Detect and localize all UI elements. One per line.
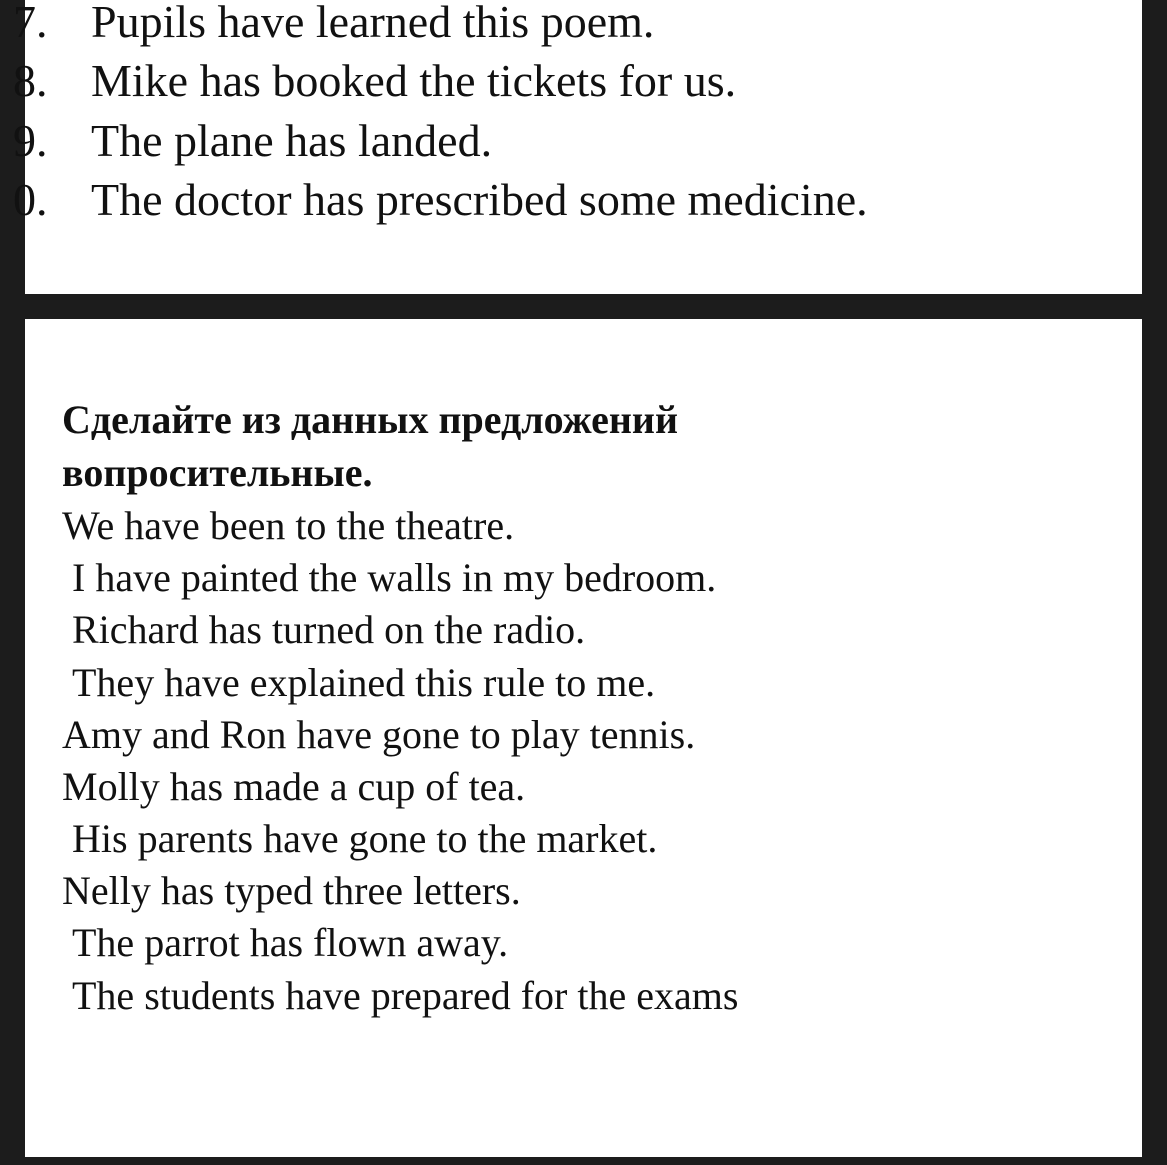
exercise-heading-line-2: вопросительные. [62, 450, 373, 495]
item-sentence: The plane has landed. [91, 115, 493, 166]
item-number: 8. [13, 55, 48, 106]
exercise-sentence: The parrot has flown away. [72, 920, 509, 965]
exercise-sentence: The students have prepared for the exams [72, 973, 739, 1018]
exercise-panel [25, 319, 1142, 1157]
item-number: 0. [13, 174, 48, 225]
item-number: 7. [13, 0, 48, 47]
exercise-sentence: Molly has made a cup of tea. [62, 764, 526, 809]
exercise-sentence: Amy and Ron have gone to play tennis. [62, 712, 696, 757]
exercise-sentence: Nelly has typed three letters. [62, 868, 521, 913]
item-number: 9. [13, 115, 48, 166]
item-sentence: The doctor has prescribed some medicine. [91, 174, 868, 225]
exercise-heading-line-1: Сделайте из данных предложений [62, 397, 679, 442]
item-sentence: Pupils have learned this poem. [91, 0, 655, 47]
exercise-sentence: His parents have gone to the market. [72, 816, 658, 861]
exercise-sentence: We have been to the theatre. [62, 503, 515, 548]
exercise-sentence: I have painted the walls in my bedroom. [72, 555, 717, 600]
item-sentence: Mike has booked the tickets for us. [91, 55, 737, 106]
exercise-sentence: Richard has turned on the radio. [72, 607, 586, 652]
exercise-sentence: They have explained this rule to me. [72, 660, 656, 705]
previous-exercise-panel [13, 0, 1142, 294]
